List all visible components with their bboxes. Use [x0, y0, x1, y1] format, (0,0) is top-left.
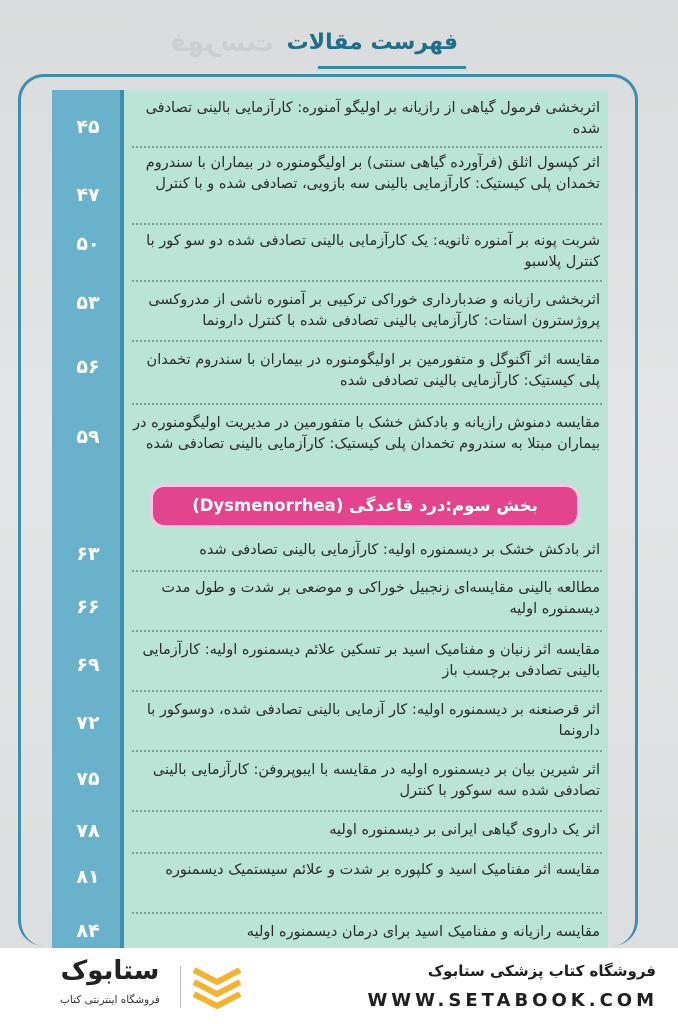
title-underline	[318, 66, 466, 69]
store-logo-subtitle: فروشگاه اینترنتی کتاب	[60, 994, 160, 1006]
dotted-separator	[132, 852, 602, 854]
toc-entry: اثر یک داروی گیاهی ایرانی بر دیسمنوره اولیه	[329, 822, 600, 838]
toc-page-number: ۵۹	[76, 426, 100, 448]
toc-entry: مقایسه رازیانه و مفنامیک اسید برای درمان دیسمنوره اولیه	[246, 924, 600, 940]
toc-page-number: ۵۳	[76, 292, 100, 314]
dotted-separator	[132, 912, 602, 914]
toc-page-number: ۵۶	[76, 356, 100, 378]
toc-entry: مقایسه اثر آگنوگل و متفورمین بر اولیگومنوره در بیماران با سندروم تخمدان پلی کیستیک: کارآزمایی بالینی تصادفی شده	[146, 352, 600, 389]
toc-page-number: ۴۷	[76, 184, 100, 206]
toc-entry: اثر کپسول اثلق (فرآورده گیاهی سنتی) بر اولیگومنوره در بیماران با سندروم تخمدان پلی کیستیک: کارآزمایی بالینی سه بازویی، تصادفی شده و با کنترل	[145, 155, 600, 192]
toc-entry: اثر شیرین بیان بر دیسمنوره اولیه در مقایسه با ایبوپروفن: کارآزمایی بالینی تصادفی شده سه سوکور با کنترل	[152, 762, 600, 799]
toc-entry: اثر بادکش خشک بر دیسمنوره اولیه: کارآزمایی بالینی تصادفی شده	[199, 542, 600, 558]
dotted-separator	[132, 280, 602, 282]
dotted-separator	[132, 223, 602, 225]
toc-entry: مقایسه اثر زنیان و مفنامیک اسید بر تسکین علائم دیسمنوره اولیه: کارآزمایی بالینی تصادفی برچسب باز	[142, 642, 600, 679]
page-title: فهرست مقالات	[286, 30, 458, 55]
toc-page-number: ۷۲	[76, 712, 100, 734]
dotted-separator	[132, 630, 602, 632]
store-footer	[0, 948, 678, 1024]
store-url: WWW.SETABOOK.COM	[367, 990, 658, 1011]
toc-entry: اثربخشی رازیانه و ضدبارداری خوراکی ترکیبی بر آمنوره ناشی از مدروکسی پروژسترون استات: کارآزمایی بالینی تصادفی شده با کنترل دارونما	[148, 292, 600, 329]
toc-page-number: ۸۴	[76, 920, 100, 942]
store-name: فروشگاه کتاب پزشکی ستابوک	[427, 962, 656, 980]
section-banner: بخش سوم:درد قاعدگی (Dysmenorrhea)	[150, 484, 580, 528]
book-stack-logo-icon	[188, 962, 246, 1010]
toc-page-number: ۶۶	[76, 596, 100, 618]
dotted-separator	[132, 690, 602, 692]
dotted-separator	[132, 810, 602, 812]
toc-entry: مقایسه اثر مفنامیک اسید و کلپوره بر شدت و علائم سیستمیک دیسمنوره	[165, 862, 600, 878]
dotted-separator	[132, 340, 602, 342]
toc-page-number: ۷۵	[76, 768, 100, 790]
toc-page-number: ۶۳	[76, 543, 100, 565]
dotted-separator	[132, 750, 602, 752]
toc-page-number: ۴۵	[76, 116, 100, 138]
toc-entry: مقایسه دمنوش رازیانه و بادکش خشک با متفورمین در مدیریت اولیگومنوره در بیماران مبتلا به سندروم تخمدان پلی کیستیک: کارآزمایی بالینی تصادفی شده	[133, 415, 600, 452]
bleed-through-title: فهرست	[170, 28, 274, 58]
dotted-separator	[132, 146, 602, 148]
toc-entry: مطالعه بالینی مقایسه‌ای زنجبیل خوراکی و موضعی بر شدت و طول مدت دیسمنوره اولیه	[161, 580, 600, 617]
toc-page-number: ۵۰	[76, 233, 100, 255]
toc-page-number: ۷۸	[76, 820, 100, 842]
dotted-separator	[132, 570, 602, 572]
store-logo-wordmark: ستابوک	[60, 956, 160, 986]
logo-divider	[180, 966, 181, 1008]
toc-entry: اثربخشی فرمول گیاهی از رازیانه بر اولیگو آمنوره: کارآزمایی بالینی تصادفی شده	[145, 100, 600, 137]
toc-entry: شربت پونه بر آمنوره ثانویه: یک کارآزمایی بالینی تصادفی شده دو سو کور با کنترل پلاسبو	[146, 233, 600, 270]
toc-entry: اثر قرصنعنه بر دیسمنوره اولیه: کار آزمایی بالینی تصادفی شده، دوسوکور با دارونما	[146, 702, 600, 739]
toc-page-number: ۸۱	[76, 866, 100, 888]
dotted-separator	[132, 403, 602, 405]
toc-page-number: ۶۹	[76, 654, 100, 676]
